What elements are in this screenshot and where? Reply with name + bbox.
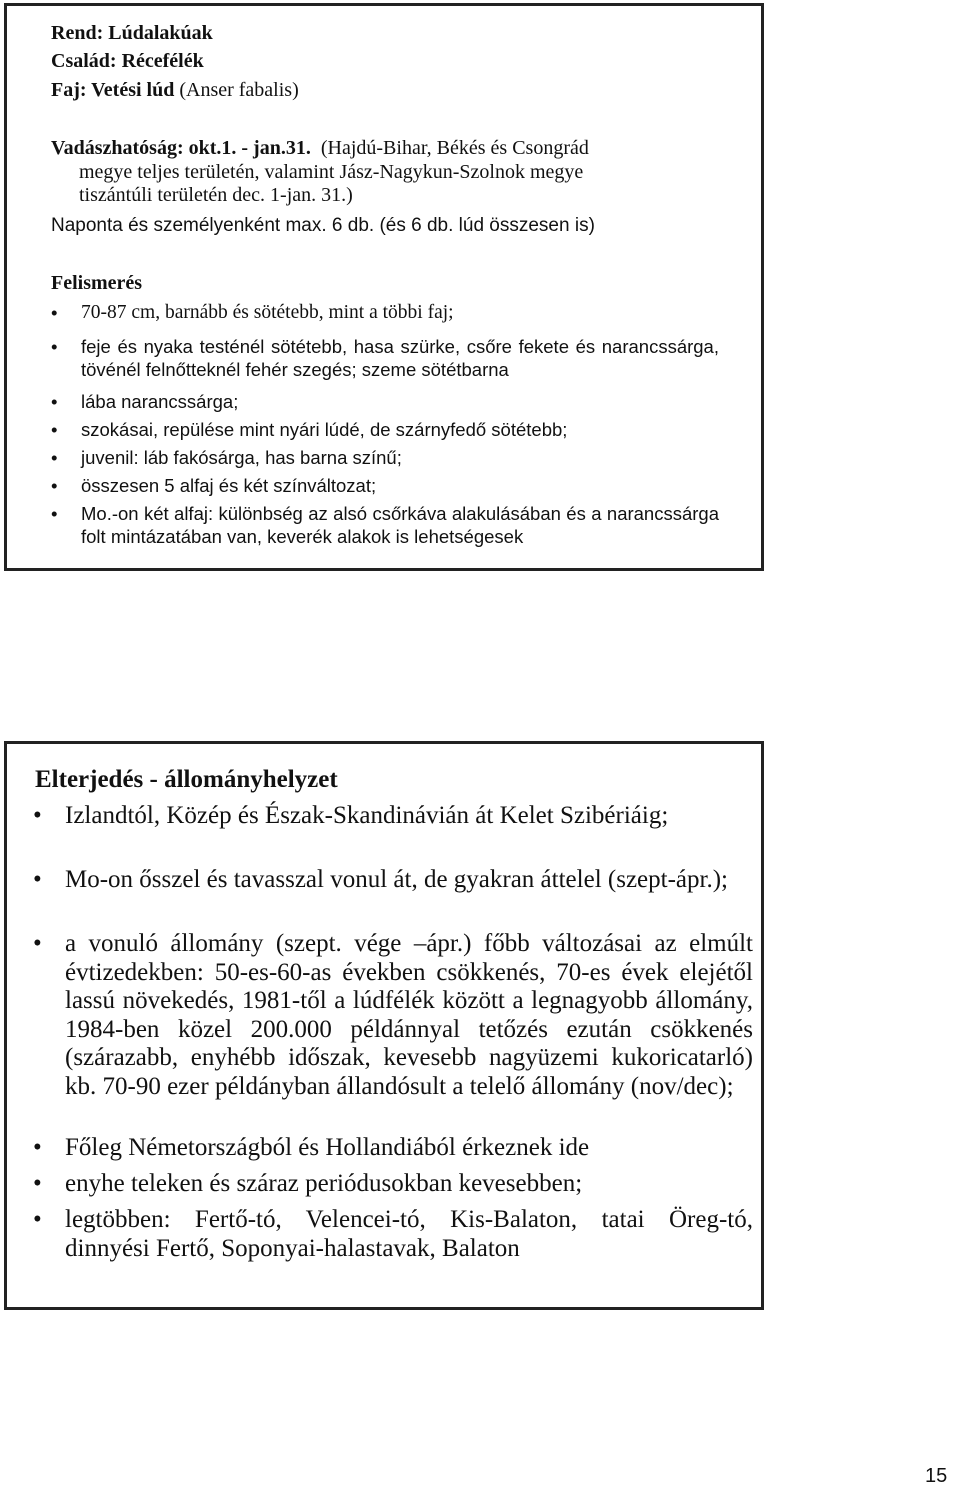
- distribution-heading: Elterjedés - állományhelyzet: [35, 766, 338, 793]
- species-line: [51, 79, 721, 103]
- bullet-icon: •: [51, 503, 58, 524]
- bullet-icon: •: [33, 866, 42, 893]
- list-item: • juvenil: láb fakósárga, has barna színű;: [51, 447, 402, 468]
- bullet-icon: •: [33, 1170, 42, 1197]
- page-number: 15: [925, 1465, 948, 1487]
- season-label: Vadászhatóság: okt.1. - jan.31.: [51, 137, 311, 159]
- bullet-icon: •: [33, 1206, 42, 1233]
- bullet-icon: •: [51, 475, 58, 496]
- bullet-icon: •: [33, 802, 42, 829]
- bullet-icon: •: [51, 302, 58, 323]
- list-item: • Főleg Németországból és Hollandiából érkeznek ide: [33, 1134, 590, 1161]
- slide-species-info: [4, 3, 764, 571]
- list-item: • lába narancssárga;: [51, 391, 239, 412]
- family-line: Család: Récefélék: [51, 50, 204, 72]
- bullet-icon: •: [51, 336, 58, 357]
- list-item: • a vonuló állomány (szept. vége –ápr.) főbb változásai az elmúlt évtizedekben: 50-es-60-as években csökkenés, 70-es évek elejétől lassú növekedés, 1981-től a lúdfélék között a legnagyobb állomány, 1984-ben közel 200.000 példánnyal tetőzés ezután csökkenés (szárazabb, enyhébb időszak, kevesebb nagyüzemi kukoricatarló) kb. 70-90 ezer példányban állandósult a telelő állomány (nov/dec);: [33, 930, 753, 1100]
- bullet-icon: •: [51, 391, 58, 412]
- list-item: • legtöbben: Fertő-tó, Velencei-tó, Kis-Balaton, tatai Öreg-tó, dinnyési Fertő, Soponyai-halastavak, Balaton: [33, 1206, 753, 1262]
- list-item: • összesen 5 alfaj és két színváltozat;: [51, 475, 377, 496]
- list-item: • 70-87 cm, barnább és sötétebb, mint a többi faj;: [51, 302, 454, 323]
- species-latin: (Anser fabalis): [179, 79, 299, 101]
- bullet-icon: •: [33, 1134, 42, 1161]
- species-label: Faj: Vetési lúd: [51, 79, 175, 101]
- list-item: • Mo.-on két alfaj: különbség az alsó csőrkáva alakulásában és a narancssárga folt mintázatában van, keverék alakok is lehetségesek: [51, 503, 719, 547]
- list-item: • szokásai, repülése mint nyári lúdé, de szárnyfedő sötétebb;: [51, 419, 568, 440]
- season-line-1: [51, 137, 721, 161]
- season-note-3: tiszántúli területén dec. 1-jan. 31.): [79, 184, 353, 206]
- list-item: • Mo-on ősszel és tavasszal vonul át, de gyakran áttelel (szept-ápr.);: [33, 866, 728, 893]
- recognition-heading: Felismerés: [51, 272, 143, 294]
- bullet-icon: •: [51, 419, 58, 440]
- list-item: • Izlandtól, Közép és Észak-Skandinávián át Kelet Szibériáig;: [33, 802, 669, 829]
- bullet-icon: •: [33, 930, 42, 957]
- slide-distribution: [4, 741, 764, 1310]
- season-note-1: (Hajdú-Bihar, Békés és Csongrád: [320, 137, 589, 159]
- order-line: Rend: Lúdalakúak: [51, 22, 213, 44]
- list-item: • enyhe teleken és száraz periódusokban kevesebben;: [33, 1170, 583, 1197]
- season-note-2: megye teljes területén, valamint Jász-Nagykun-Szolnok megye: [79, 161, 584, 183]
- daily-limit: Naponta és személyenként max. 6 db. (és 6 db. lúd összesen is): [51, 215, 595, 236]
- bullet-icon: •: [51, 447, 58, 468]
- list-item: • feje és nyaka testénél sötétebb, hasa szürke, csőre fekete és narancssárga, tövénél felnőtteknél fehér szegés; szeme sötétbarna: [51, 336, 719, 380]
